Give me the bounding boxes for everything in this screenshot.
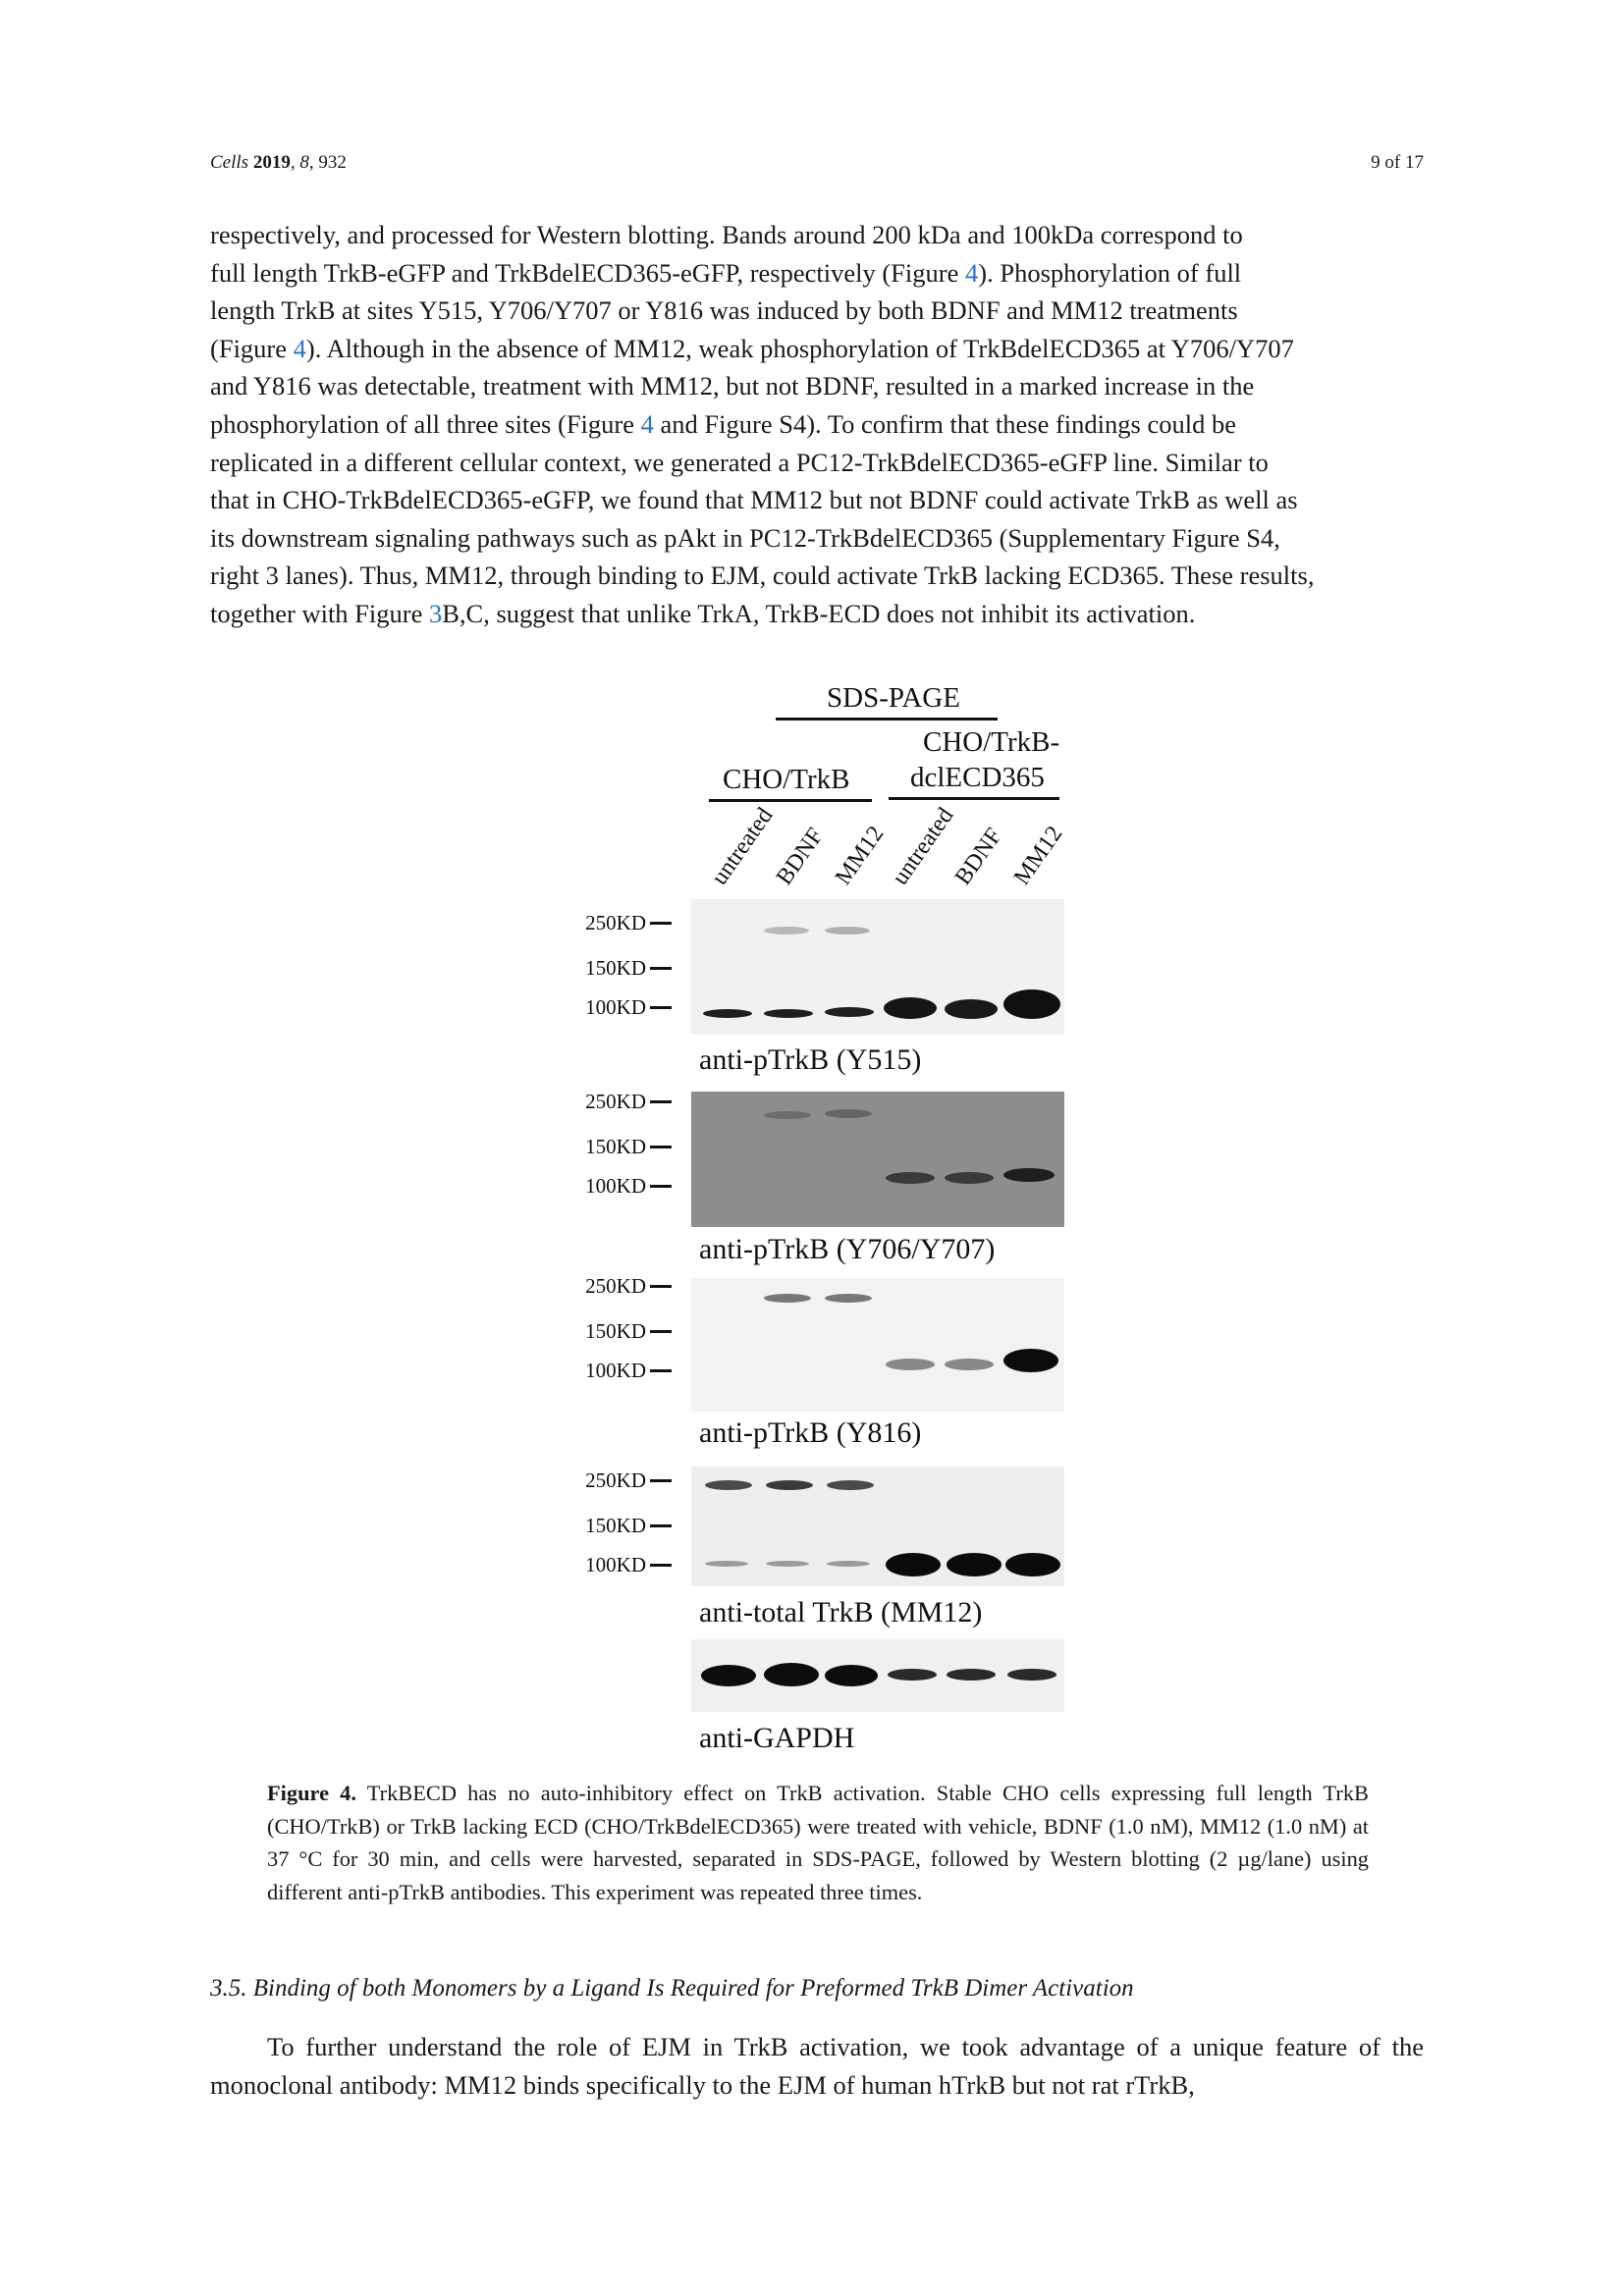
body-line: (Figure 4). Although in the absence of MM12, weak phosphorylation of TrkBdelECD365 at Y706/Y707 — [210, 333, 1294, 363]
mw-marker: 150KD — [585, 1319, 646, 1343]
mw-tick — [650, 967, 672, 970]
mw-marker: 100KD — [585, 1359, 646, 1382]
caption-label: Figure 4. — [267, 1781, 356, 1805]
mw-marker: 250KD — [585, 1274, 646, 1298]
figure-link[interactable]: 4 — [293, 333, 306, 363]
lane-label: MM12 — [1008, 821, 1068, 890]
blot-panel-y816 — [691, 1278, 1064, 1412]
blot-label: anti-pTrkB (Y816) — [699, 1416, 922, 1449]
running-header-citation: Cells 2019, 8, 932 — [210, 152, 347, 173]
lane-label: untreated — [887, 803, 959, 890]
blot-panel-y515 — [691, 899, 1064, 1035]
body-paragraph — [210, 216, 1424, 633]
mw-marker: 250KD — [585, 1468, 646, 1492]
blot-label: anti-pTrkB (Y706/Y707) — [699, 1233, 996, 1265]
figure-link[interactable]: 3 — [429, 598, 443, 628]
lane-label: MM12 — [830, 821, 890, 890]
paragraph-text: To further understand the role of EJM in TrkB activation, we took advantage of a unique feature of the monoclonal antibody: MM12 binds specifically to the EJM of human hTrkB but not rat rTrkB, — [210, 2032, 1424, 2100]
mw-tick — [650, 1564, 672, 1567]
mw-tick — [650, 922, 672, 925]
body-line: its downstream signaling pathways such as pAkt in PC12-TrkBdelECD365 (Supplementary Figure S4, — [210, 522, 1280, 553]
mw-tick — [650, 1369, 672, 1372]
figure-link[interactable]: 4 — [640, 408, 654, 439]
body-line: replicated in a different cellular context, we generated a PC12-TrkBdelECD365-eGFP line. Similar to — [210, 447, 1269, 477]
journal-year: 2019 — [252, 152, 291, 173]
lane-label: BDNF — [949, 824, 1007, 890]
mw-marker: 100KD — [585, 1174, 646, 1198]
mw-marker: 150KD — [585, 1514, 646, 1537]
article-number: 932 — [318, 152, 347, 173]
mw-tick — [650, 1185, 672, 1188]
body-paragraph-2 — [210, 2028, 1424, 2104]
section-heading: 3.5. Binding of both Monomers by a Ligand Is Required for Preformed TrkB Dimer Activation — [210, 1975, 1134, 2002]
lane-label: untreated — [706, 803, 779, 890]
blot-panel-gapdh — [691, 1639, 1064, 1712]
sds-page-bar — [776, 718, 998, 721]
mw-tick — [650, 1330, 672, 1333]
body-line: phosphorylation of all three sites (Figure 4 and Figure S4). To confirm that these findings could be — [210, 408, 1236, 439]
blot-panel-total-trkb — [691, 1467, 1064, 1586]
sds-page-label: SDS-PAGE — [827, 682, 960, 714]
group2-label-line2: dclECD365 — [910, 762, 1045, 793]
blot-label: anti-pTrkB (Y515) — [699, 1043, 922, 1076]
mw-tick — [650, 1285, 672, 1288]
mw-tick — [650, 1479, 672, 1482]
body-line: together with Figure 3B,C, suggest that unlike TrkA, TrkB-ECD does not inhibit its activation. — [210, 598, 1196, 628]
lane-label: BDNF — [771, 824, 829, 890]
body-line: full length TrkB-eGFP and TrkBdelECD365-eGFP, respectively (Figure 4). Phosphorylation of full — [210, 257, 1242, 288]
blot-label: anti-total TrkB (MM12) — [699, 1596, 983, 1629]
page-number: 9 of 17 — [1371, 152, 1424, 173]
mw-tick — [650, 1146, 672, 1148]
body-line: respectively, and processed for Western blotting. Bands around 200 kDa and 100kDa correspond to — [210, 220, 1243, 249]
mw-marker: 250KD — [585, 1090, 646, 1113]
body-line: right 3 lanes). Thus, MM12, through binding to EJM, could activate TrkB lacking ECD365. These results, — [210, 561, 1315, 591]
group1-bar — [709, 799, 872, 802]
mw-tick — [650, 1524, 672, 1527]
mw-tick — [650, 1006, 672, 1009]
group2-label-line1: CHO/TrkB- — [923, 726, 1060, 758]
figure-caption — [267, 1777, 1369, 1908]
journal-name: Cells — [210, 152, 249, 173]
journal-volume: 8 — [299, 152, 309, 173]
caption-text: TrkBECD has no auto-inhibitory effect on TrkB activation. Stable CHO cells expressing full length TrkB (CHO/TrkB) or TrkB lacking ECD (CHO/TrkBdelECD365) were treated with vehicle, BDNF (1.0 nM), MM12 (1.0 nM) at 37 °C for 30 min, and cells were harvested, separated in SDS-PAGE, followed by Western blotting (2 µg/lane) using different anti-pTrkB antibodies. This experiment was repeated three times. — [267, 1781, 1369, 1904]
group1-label: CHO/TrkB — [723, 764, 850, 795]
mw-tick — [650, 1100, 672, 1103]
mw-marker: 150KD — [585, 956, 646, 980]
group2-bar — [889, 797, 1059, 800]
mw-marker: 250KD — [585, 911, 646, 934]
mw-marker: 100KD — [585, 995, 646, 1019]
body-line: and Y816 was detectable, treatment with MM12, but not BDNF, resulted in a marked increase in the — [210, 371, 1255, 401]
body-line: that in CHO-TrkBdelECD365-eGFP, we found that MM12 but not BDNF could activate TrkB as well as — [210, 485, 1298, 515]
blot-panel-y706 — [691, 1092, 1064, 1227]
mw-marker: 150KD — [585, 1135, 646, 1158]
figure-link[interactable]: 4 — [965, 257, 979, 288]
blot-label: anti-GAPDH — [699, 1722, 855, 1754]
body-line: length TrkB at sites Y515, Y706/Y707 or Y816 was induced by both BDNF and MM12 treatments — [210, 295, 1238, 326]
mw-marker: 100KD — [585, 1553, 646, 1576]
